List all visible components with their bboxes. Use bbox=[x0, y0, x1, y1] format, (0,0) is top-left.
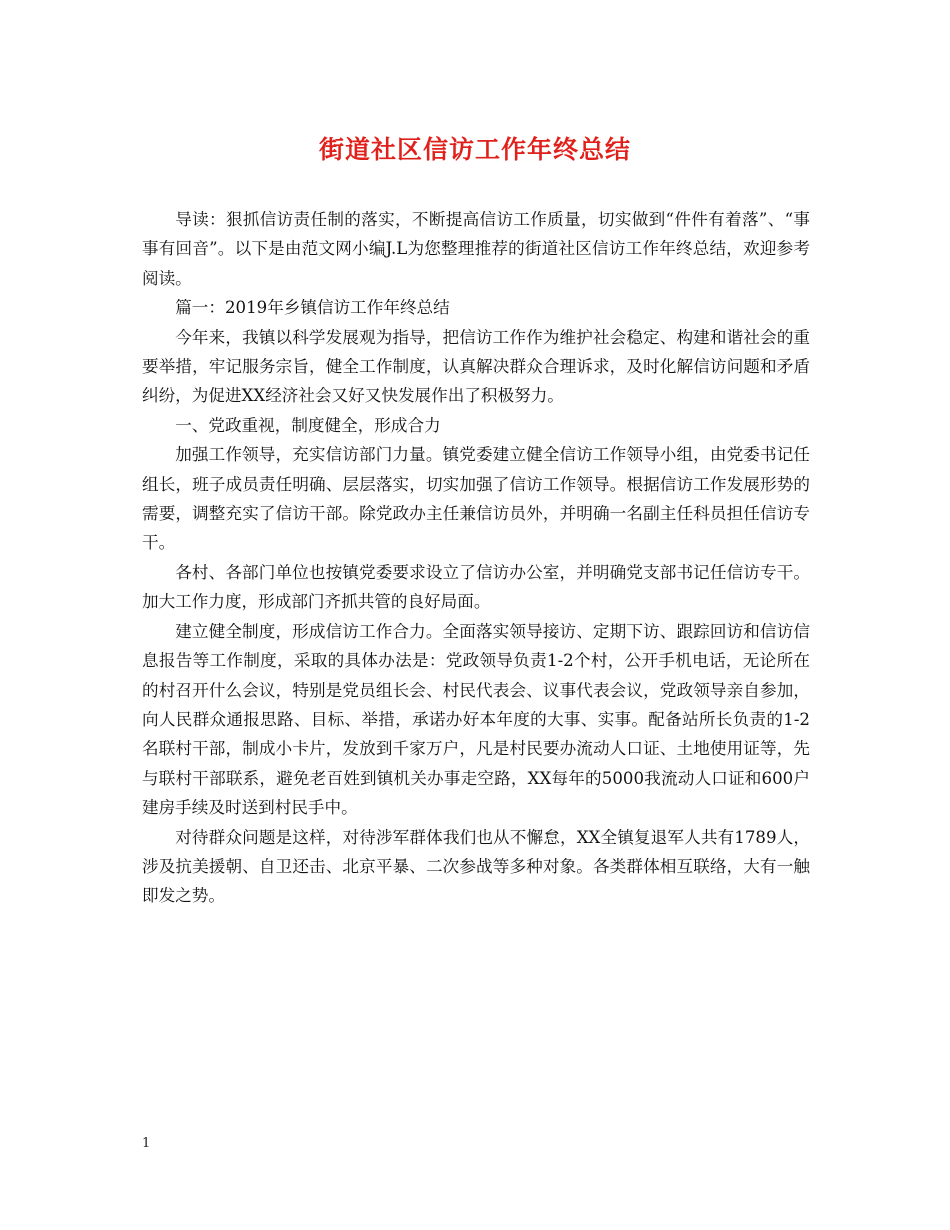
paragraph: 对待群众问题是这样，对待涉军群体我们也从不懈怠，XX全镇复退军人共有1789人，涉及抗美援朝、自卫还击、北京平暴、二次参战等多种对象。各类群体相互联络，大有一触即发之势。 bbox=[142, 827, 810, 906]
paragraph-subheading: 一、党政重视，制度健全，形成合力 bbox=[175, 415, 441, 435]
document-title: 街道社区信访工作年终总结 bbox=[318, 135, 631, 164]
document-body bbox=[142, 205, 810, 911]
paragraph-section-heading: 篇一：2019年乡镇信访工作年终总结 bbox=[175, 298, 450, 318]
paragraph: 今年来，我镇以科学发展观为指导，把信访工作作为维护社会稳定、构建和谐社会的重要举措，牢记服务宗旨，健全工作制度，认真解决群众合理诉求，及时化解信访问题和矛盾纠纷，为促进XX经济社会又好又快发展作出了积极努力。 bbox=[142, 327, 810, 406]
paragraph: 加强工作领导，充实信访部门力量。镇党委建立健全信访工作领导小组，由党委书记任组长，班子成员责任明确、层层落实，切实加强了信访工作领导。根据信访工作发展形势的需要，调整充实了信访干部。除党政办主任兼信访员外，并明确一名副主任科员担任信访专干。 bbox=[142, 445, 810, 553]
paragraph: 建立健全制度，形成信访工作合力。全面落实领导接访、定期下访、跟踪回访和信访信息报告等工作制度，采取的具体办法是：党政领导负责1-2个村，公开手机电话，无论所在的村召开什么会议，特别是党员组长会、村民代表会、议事代表会议，党政领导亲自参加，向人民群众通报思路、目标、举措，承诺办好本年度的大事、实事。配备站所长负责的1-2名联村干部，制成小卡片，发放到千家万户，凡是村民要办流动人口证、土地使用证等，先与联村干部联系，避免老百姓到镇机关办事走空路，XX每年的5000我流动人口证和600户建房手续及时送到村民手中。 bbox=[142, 621, 810, 818]
paragraph-intro: 导读：狠抓信访责任制的落实，不断提高信访工作质量，切实做到“件件有着落”、“事事有回音”。以下是由范文网小编J.L为您整理推荐的街道社区信访工作年终总结，欢迎参考阅读。 bbox=[142, 210, 810, 288]
paragraph: 各村、各部门单位也按镇党委要求设立了信访办公室，并明确党支部书记任信访专干。加大工作力度，形成部门齐抓共管的良好局面。 bbox=[142, 562, 810, 612]
page-number: 1 bbox=[142, 1136, 151, 1151]
